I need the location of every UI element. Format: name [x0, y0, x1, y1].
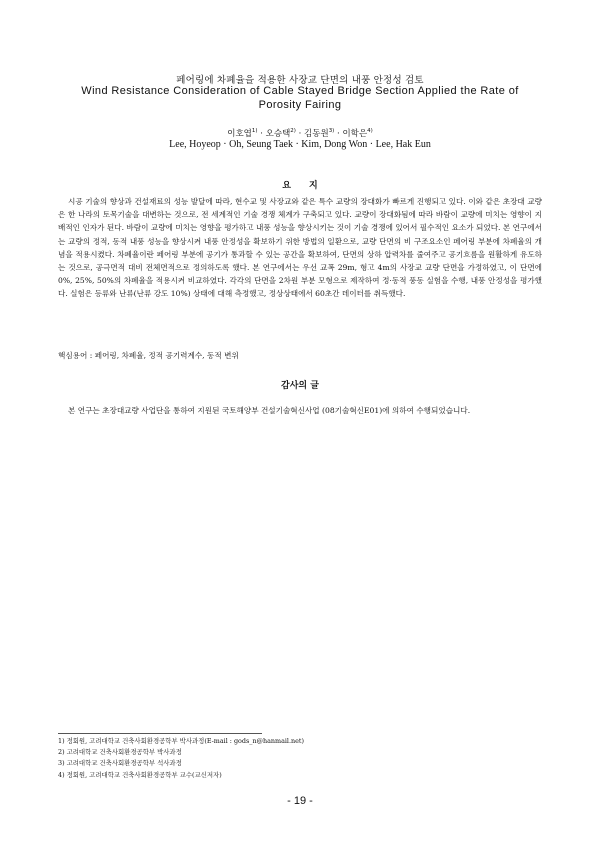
title-korean: 페어링에 차폐율을 적용한 사장교 단면의 내풍 안정성 검토 [176, 75, 424, 86]
authors-english: Lee, Hoyeop · Oh, Seung Taek · Kim, Dong Won · Lee, Hak Eun [169, 139, 431, 150]
footnote: 2) 고려대학교 건축사회환경공학부 박사과정 [58, 748, 182, 757]
author-footnote-mark: 3) [328, 128, 335, 135]
author-footnote-mark: 2) [290, 128, 296, 135]
author-separator: · [334, 129, 343, 139]
acknowledgement-heading: 감사의 글 [281, 381, 319, 391]
acknowledgement-body: 본 연구는 초장대교량 사업단을 통하여 지원된 국토해양부 건설기술혁신사업 (08기술혁신E01)에 의하여 수행되었습니다. [68, 406, 471, 415]
authors-korean [0, 127, 600, 139]
footnote: 1) 정회원, 고려대학교 건축사회환경공학부 박사과정(E-mail : gods_n@hanmail.net) [58, 737, 304, 745]
author-footnote-mark: 1) [251, 128, 258, 135]
author-name: 오승택 [265, 129, 291, 139]
author-separator: · [257, 129, 266, 139]
author-name: 이학은 [342, 129, 368, 139]
author-name: 김동원 [304, 129, 329, 139]
title-english: Wind Resistance Consideration of Cable Stayed Bridge Section Applied the Rate of Porosity Fairing [81, 85, 519, 111]
abstract-body: 시공 기술의 향상과 건설재료의 성능 발달에 따라, 현수교 및 사장교와 같은 특수 교량의 장대화가 빠르게 진행되고 있다. 이와 같은 초장대 교량은 한 나라의 토목기술을 대변하는 것으로, 전 세계적인 기술 경쟁 체계가 구축되고 있다. 교량이 장대화됨에 따라 바람이 교량에 미치는 영향이 지배적인 인자가 된다. 바람이 교량에 미치는 영향을 평가하고 내풍 성능을 향상시키는 것이 기술 경쟁에 있어서 필수적인 요소가 되었다. 본 연구에서는 교량의 정적, 동적 내풍 성능을 향상시켜 내풍 안정성을 확보하기 위한 방법의 일환으로, 교량 단면의 비 구조요소인 페어링 부분에 차폐율의 개념을 적용시켰다. 차폐율이란 페어링 부분에 공기가 통과할 수 있는 공간을 확보하여, 단면의 상하 압력차를 줄여주고 공기흐름을 원활하게 유도하는 것으로, 공극면적 대비 전체면적으로 정의하도록 했다. 본 연구에서는 우선 교폭 29m, 형고 4m의 사장교 교량 단면을 가정하였고, 이 단면에 0%, 25%, 50%의 차폐율을 적용시켜 비교하였다. 각각의 단면을 2차원 부분 모형으로 제작하여 정·동적 풍동 실험을 수행, 내풍 안정성을 평가했다. 실험은 등류와 난류(난류 강도 10%) 상태에 대해 측정했고, 정상상태에서 60초간 데이터를 취득했다. [58, 197, 542, 299]
footnote-divider [58, 733, 262, 734]
footnotes [58, 736, 542, 781]
author-name: 이호엽 [227, 129, 252, 139]
footnote: 3) 고려대학교 건축사회환경공학부 석사과정 [58, 759, 182, 768]
page-number: - 19 - [287, 795, 313, 807]
abstract-heading: 요지 [282, 181, 336, 191]
author-footnote-mark: 4) [367, 128, 373, 135]
keywords: 핵심용어 : 페어링, 차폐율, 정적 공기력계수, 동적 변위 [58, 351, 239, 360]
author-separator: · [295, 129, 305, 139]
footnote: 4) 정회원, 고려대학교 건축사회환경공학부 교수(교신저자) [58, 770, 222, 779]
